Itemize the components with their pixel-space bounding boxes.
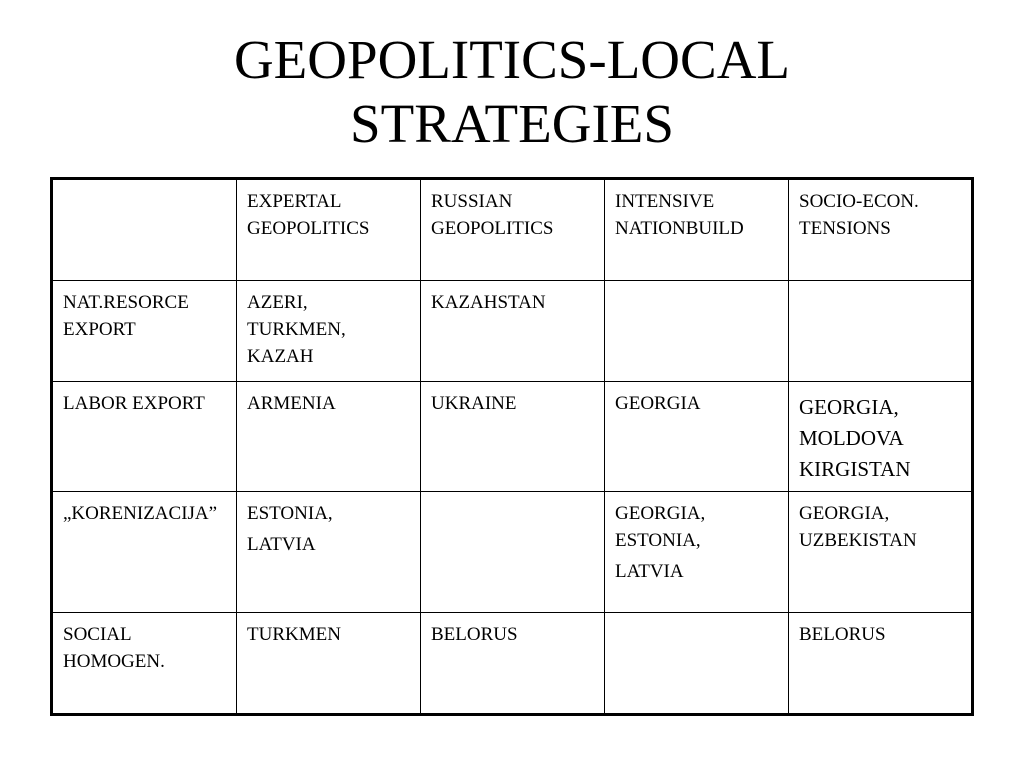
- cell-line: LATVIA: [615, 561, 684, 582]
- table-cell: KAZAHSTAN: [421, 281, 605, 382]
- table-cell: BELORUS: [789, 613, 973, 715]
- table-row: [52, 613, 973, 715]
- header-corner-cell: [52, 179, 237, 281]
- row-label-labor-export: LABOR EXPORT: [52, 382, 237, 492]
- header-russian-geopolitics: RUSSIAN GEOPOLITICS: [421, 179, 605, 281]
- table-header-row: [52, 179, 973, 281]
- table-cell: [605, 281, 789, 382]
- strategies-table: [50, 177, 974, 716]
- table-cell: [237, 492, 421, 613]
- page-title-line-1: GEOPOLITICS-LOCAL: [233, 29, 791, 90]
- table-cell: GEORGIA, UZBEKISTAN: [789, 492, 973, 613]
- page-title: [0, 28, 1024, 156]
- table-cell: [421, 492, 605, 613]
- table-cell: [605, 613, 789, 715]
- table-cell: ARMENIA: [237, 382, 421, 492]
- cell-line: LATVIA: [247, 534, 316, 555]
- table-cell: UKRAINE: [421, 382, 605, 492]
- table-cell: BELORUS: [421, 613, 605, 715]
- row-label-nat-resorce-export: NAT.RESORCE EXPORT: [52, 281, 237, 382]
- row-label-korenizacija: „KORENIZACIJA”: [52, 492, 237, 613]
- table-row: [52, 382, 973, 492]
- table-cell: GEORGIA: [605, 382, 789, 492]
- table-cell: GEORGIA, MOLDOVA KIRGISTAN: [789, 382, 973, 492]
- table-cell: [789, 281, 973, 382]
- page-title-line-2: STRATEGIES: [350, 93, 674, 154]
- table-row: [52, 281, 973, 382]
- table-cell: [605, 492, 789, 613]
- cell-line: GEORGIA, ESTONIA,: [615, 503, 706, 551]
- header-socio-econ-tensions: SOCIO-ECON. TENSIONS: [789, 179, 973, 281]
- table-row: [52, 492, 973, 613]
- header-intensive-nationbuild: INTENSIVE NATIONBUILD: [605, 179, 789, 281]
- table-cell: AZERI, TURKMEN, KAZAH: [237, 281, 421, 382]
- table-cell: TURKMEN: [237, 613, 421, 715]
- header-expertal-geopolitics: EXPERTAL GEOPOLITICS: [237, 179, 421, 281]
- row-label-social-homogen: SOCIAL HOMOGEN.: [52, 613, 237, 715]
- cell-line: ESTONIA,: [247, 503, 333, 524]
